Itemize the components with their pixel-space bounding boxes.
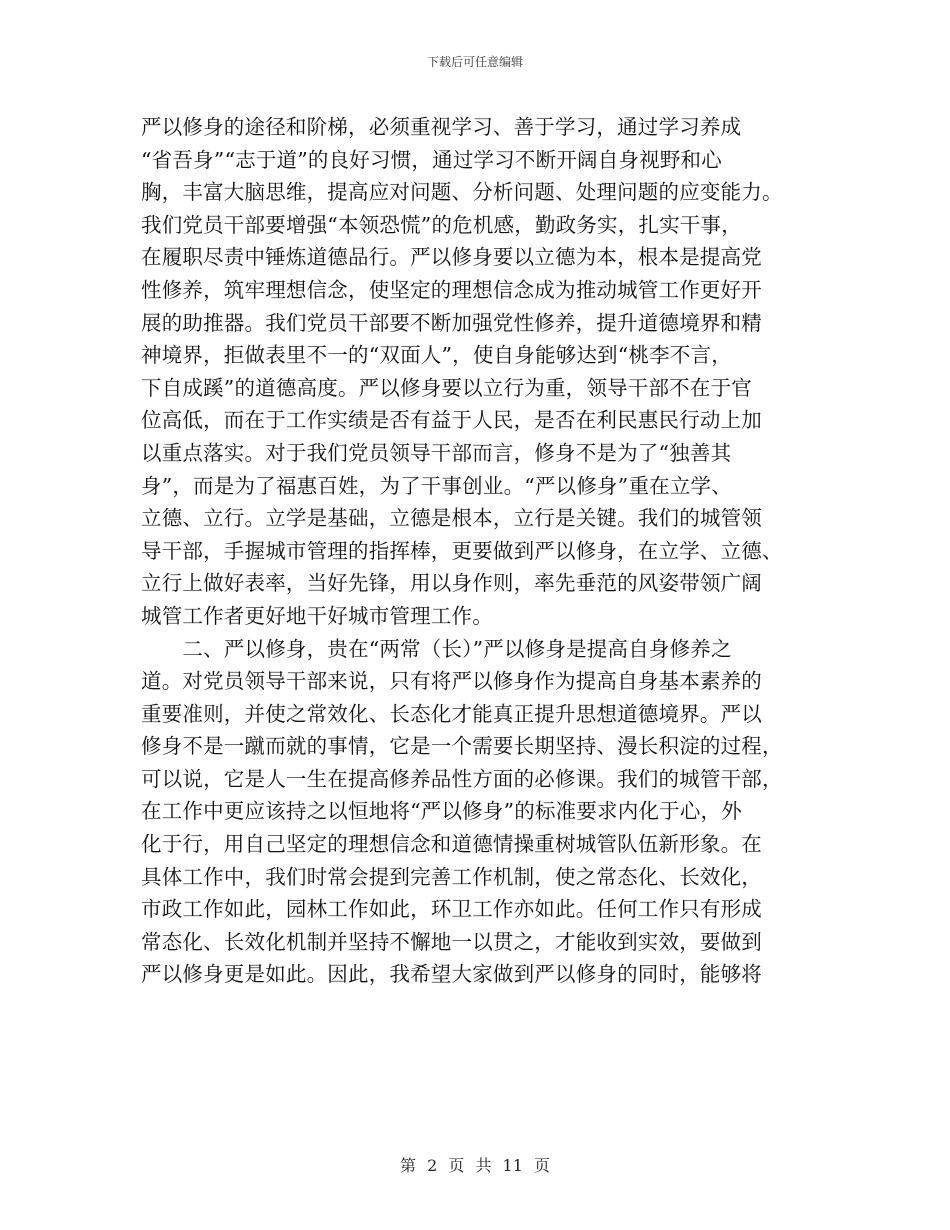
text-line: 展的助推器。我们党员干部要不断加强党性修养，提升道德境界和精: [141, 310, 762, 335]
page-header: 下载后可任意编辑: [426, 55, 523, 69]
text-line: 导干部，手握城市管理的指挥棒，更要做到严以修身，在立学、立德、: [141, 538, 783, 563]
text-line: 严以修身的途径和阶梯，必须重视学习、善于学习，通过学习养成: [141, 115, 742, 139]
text-line: 市政工作如此，园林工作如此，环卫工作亦如此。任何工作只有形成: [141, 897, 762, 922]
text-line: 二、严以修身，贵在“两常（长）”严以修身是提高自身修养之: [141, 636, 732, 661]
text-line: 我们党员干部要增强“本领恐慌”的危机感，勤政务实，扎实干事，: [141, 212, 742, 237]
text-line: “省吾身”“志于道”的良好习惯，通过学习不断开阔自身视野和心: [141, 147, 722, 172]
text-line: 立德、立行。立学是基础，立德是根本，立行是关键。我们的城管领: [141, 506, 762, 531]
text-line: 以重点落实。对于我们党员领导干部而言，修身不是为了“独善其: [141, 440, 732, 465]
text-line: 重要准则，并使之常效化、长态化才能真正提升思想道德境界。严以: [141, 701, 762, 726]
text-line: 性修养，筑牢理想信念，使坚定的理想信念成为推动城管工作更好开: [141, 277, 762, 302]
text-line: 胸，丰富大脑思维，提高应对问题、分析问题、处理问题的应变能力。: [141, 180, 783, 205]
text-line: 修身不是一蹴而就的事情，它是一个需要长期坚持、漫长积淀的过程，: [141, 734, 783, 759]
text-line: 常态化、长效化机制并坚持不懈地一以贯之，才能收到实效，要做到: [141, 929, 762, 954]
page-footer: 第 2 页 共 11 页: [400, 1156, 550, 1175]
text-line: 化于行，用自己坚定的理想信念和道德情操重树城管队伍新形象。在: [141, 832, 762, 857]
document-body: [141, 111, 813, 991]
text-line: 神境界，拒做表里不一的“双面人”，使自身能够达到“桃李不言，: [141, 343, 732, 368]
text-line: 下自成蹊”的道德高度。严以修身要以立行为重，领导干部不在于官: [141, 375, 752, 400]
text-line: 可以说，它是人一生在提高修养品性方面的必修课。我们的城管干部，: [141, 766, 783, 791]
text-line: 在工作中更应该持之以恒地将“严以修身”的标准要求内化于心，外: [141, 799, 742, 824]
text-line: 具体工作中，我们时常会提到完善工作机制，使之常态化、长效化，: [141, 864, 762, 889]
text-line: 立行上做好表率，当好先锋，用以身作则，率先垂范的风姿带领广阔: [141, 571, 762, 596]
text-line: 身”，而是为了福惠百姓，为了干事创业。“严以修身”重在立学、: [141, 473, 732, 498]
text-line: 在履职尽责中锤炼道德品行。严以修身要以立德为本，根本是提高党: [141, 245, 762, 270]
text-line: 道。对党员领导干部来说，只有将严以修身作为提高自身基本素养的: [141, 669, 762, 694]
text-line: 严以修身更是如此。因此，我希望大家做到严以修身的同时，能够将: [141, 962, 762, 987]
text-line: 城管工作者更好地干好城市管理工作。: [141, 603, 493, 628]
text-line: 位高低，而在于工作实绩是否有益于人民，是否在利民惠民行动上加: [141, 408, 762, 433]
